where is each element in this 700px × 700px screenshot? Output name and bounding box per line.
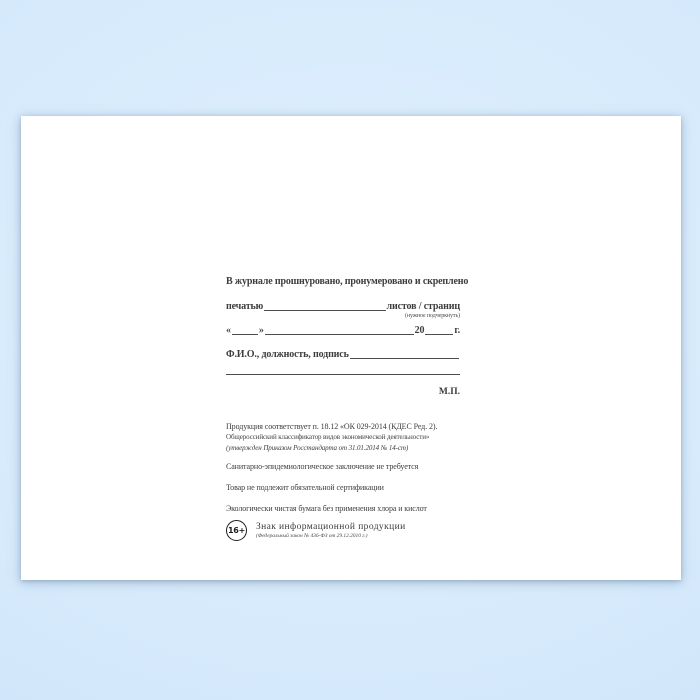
age-mark-law-note: (Федеральный закон № 436-ФЗ от 29.12.2010 г.) xyxy=(256,533,368,539)
month-fill-line xyxy=(265,330,414,335)
underline-hint: (нужное подчеркнуть) xyxy=(405,313,460,319)
okved-line-3: (утвержден Приказом Росстандарта от 31.01.2014 № 14-ст) xyxy=(226,444,409,452)
year-prefix: 20 xyxy=(414,325,425,336)
sheets-fill-line xyxy=(264,306,385,311)
journal-back-page xyxy=(21,116,681,580)
sheets-label: листов / страниц xyxy=(386,301,460,312)
note-sanitary: Санитарно-эпидемиологическое заключение не требуется xyxy=(226,462,419,471)
signature-line-row xyxy=(226,349,460,360)
information-product-mark xyxy=(226,520,460,541)
year-suffix: г. xyxy=(454,325,460,336)
day-fill-line xyxy=(232,330,258,335)
seal-line-row xyxy=(226,301,460,312)
quote-close: » xyxy=(258,325,264,336)
binding-statement: В журнале прошнуровано, пронумеровано и скреплено xyxy=(226,276,469,287)
stamp-abbr: М.П. xyxy=(438,387,460,397)
signature-label: Ф.И.О., должность, подпись xyxy=(226,349,349,360)
note-ecology: Экологически чистая бумага без применения хлора и кислот xyxy=(226,504,427,513)
second-signature-line xyxy=(226,366,460,375)
year-fill-line xyxy=(425,330,453,335)
age-badge-16plus: 16+ xyxy=(226,520,247,541)
note-certification: Товар не подлежит обязательной сертификации xyxy=(226,483,384,492)
page-content xyxy=(226,116,469,580)
quote-open: « xyxy=(226,325,231,336)
date-line-row xyxy=(226,325,460,336)
certification-block xyxy=(226,421,460,454)
okved-line-2: Общероссийский классификатор видов экономической деятельности» xyxy=(226,433,430,441)
seal-label: печатью xyxy=(226,301,264,312)
age-mark-title: Знак информационной продукции xyxy=(256,522,406,532)
signature-fill-line xyxy=(350,354,459,359)
okved-line-1: Продукция соответствует п. 18.12 «ОК 029-2014 (КДЕС Ред. 2). xyxy=(226,422,438,431)
age-mark-text xyxy=(256,520,406,539)
